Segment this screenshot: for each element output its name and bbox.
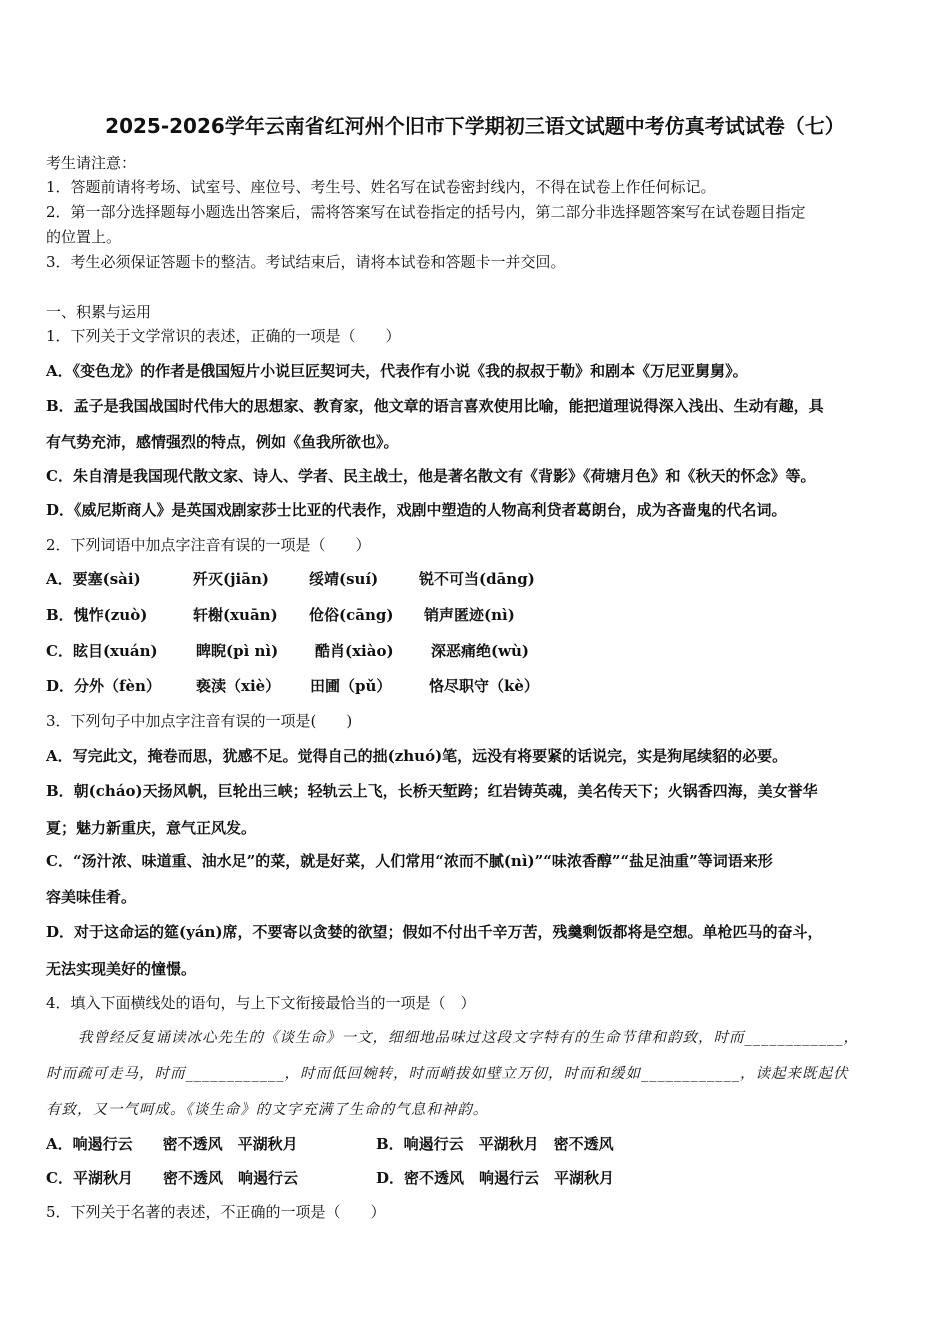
q4-option-c: C．平湖秋月 密不透风 响遏行云 bbox=[46, 1169, 298, 1187]
q1-stem: 1．下列关于文学常识的表述，正确的一项是（ ） bbox=[46, 327, 401, 345]
q2-a-3: 绥靖(suí) bbox=[309, 570, 379, 588]
q3-option-b-cont: 夏；魅力新重庆，意气正风发。 bbox=[46, 819, 257, 837]
notice-line-2a: 2．第一部分选择题每小题选出答案后，需将答案写在试卷指定的括号内，第二部分非选择题答案写在试卷题目指定 bbox=[46, 203, 806, 221]
q3-option-a: A．写完此文，掩卷而思，犹感不足。觉得自己的拙(zhuó)笔，远没有将要紧的话说完，实是狗尾续貂的必要。 bbox=[46, 747, 788, 765]
q3-option-d-cont: 无法实现美好的憧憬。 bbox=[46, 960, 197, 978]
q5-stem: 5．下列关于名著的表述，不正确的一项是（ ） bbox=[46, 1203, 386, 1221]
q2-b-4: 销声匿迹(nì) bbox=[424, 606, 515, 624]
notice-line-3: 3．考生必须保证答题卡的整洁。考试结束后，请将本试卷和答题卡一并交回。 bbox=[46, 253, 566, 271]
q2-b-1: B．愧怍(zuò) bbox=[46, 606, 148, 624]
q3-stem: 3．下列句子中加点字注音有误的一项是( ) bbox=[46, 712, 353, 730]
q1-option-c: C．朱自清是我国现代散文家、诗人、学者、民主战士，他是著名散文有《背影》《荷塘月色》和《秋天的怀念》等。 bbox=[46, 467, 816, 485]
q2-b-3: 伧俗(cāng) bbox=[309, 606, 394, 624]
page-title: 2025-2026学年云南省红河州个旧市下学期初三语文试题中考仿真考试试卷（七） bbox=[105, 114, 845, 138]
q4-passage-3: 有致，又一气呵成。《谈生命》的文字充满了生命的气息和神韵。 bbox=[46, 1102, 489, 1118]
q2-d-3: 田圃（pǔ） bbox=[310, 677, 392, 695]
q4-option-d: D．密不透风 响遏行云 平湖秋月 bbox=[376, 1169, 615, 1187]
q4-passage-1: 我曾经反复诵读冰心先生的《谈生命》一文，细细地品味过这段文字特有的生命节律和韵致，时而____________， bbox=[78, 1030, 859, 1046]
q1-option-a: A．《变色龙》的作者是俄国短片小说巨匠契诃夫，代表作有小说《我的叔叔于勒》和剧本《万尼亚舅舅》。 bbox=[46, 362, 748, 380]
q2-a-2: 歼灭(jiān) bbox=[193, 570, 269, 588]
q2-a-4: 锐不可当(dāng) bbox=[419, 570, 535, 588]
q2-c-4: 深恶痛绝(wù) bbox=[431, 642, 530, 660]
notice-line-2b: 的位置上。 bbox=[46, 228, 122, 246]
q2-c-3: 酷肖(xiào) bbox=[315, 642, 394, 660]
notice-line-1: 1．答题前请将考场、试室号、座位号、考生号、姓名写在试卷密封线内，不得在试卷上作任何标记。 bbox=[46, 178, 716, 196]
q4-option-a: A．响遏行云 密不透风 平湖秋月 bbox=[46, 1135, 298, 1153]
q2-d-1: D．分外（fèn） bbox=[46, 677, 161, 695]
q3-option-c-cont: 容美味佳肴。 bbox=[46, 888, 137, 906]
q3-option-b: B．朝(cháo)天扬风帆，巨轮出三峡；轻轨云上飞，长桥天堑跨；红岩铸英魂，美名传天下；火锅香四海，美女誉华 bbox=[46, 782, 818, 800]
q4-option-b: B．响遏行云 平湖秋月 密不透风 bbox=[376, 1135, 614, 1153]
q2-c-2: 睥睨(pì nì) bbox=[196, 642, 279, 660]
q4-stem: 4．填入下面横线处的语句，与上下文衔接最恰当的一项是（ ） bbox=[46, 994, 476, 1012]
q2-c-1: C．眩目(xuán) bbox=[46, 642, 158, 660]
q2-d-2: 亵渎（xiè） bbox=[196, 677, 281, 695]
q2-a-1: A．要塞(sài) bbox=[46, 570, 141, 588]
q2-stem: 2．下列词语中加点字注音有误的一项是（ ） bbox=[46, 536, 371, 554]
q2-d-4: 恪尽职守（kè） bbox=[429, 677, 539, 695]
q4-passage-2: 时而疏可走马，时而____________，时而低回婉转，时而峭拔如壁立万仞，时而和缓如____________，读起来既起伏 bbox=[46, 1066, 849, 1082]
q1-option-b-cont: 有气势充沛，感情强烈的特点，例如《鱼我所欲也》。 bbox=[46, 433, 399, 451]
q2-b-2: 轩榭(xuān) bbox=[193, 606, 278, 624]
section-heading: 一、积累与运用 bbox=[46, 303, 152, 321]
notice-heading: 考生请注意： bbox=[46, 154, 137, 172]
q1-option-d: D．《威尼斯商人》是英国戏剧家莎士比亚的代表作，戏剧中塑造的人物高利贷者葛朗台，成为吝啬鬼的代名词。 bbox=[46, 501, 787, 519]
q3-option-c: C．“汤汁浓、味道重、油水足”的菜，就是好菜，人们常用“浓而不腻(nì)”“味浓香醇”“盐足油重”等词语来形 bbox=[46, 852, 773, 870]
q1-option-b: B．孟子是我国战国时代伟大的思想家、教育家，他文章的语言喜欢使用比喻，能把道理说得深入浅出、生动有趣，具 bbox=[46, 397, 824, 415]
q3-option-d: D．对于这命运的筵(yán)席，不要寄以贪婪的欲望；假如不付出千辛万苦，残羹剩饭都将是空想。单枪匹马的奋斗， bbox=[46, 923, 823, 941]
